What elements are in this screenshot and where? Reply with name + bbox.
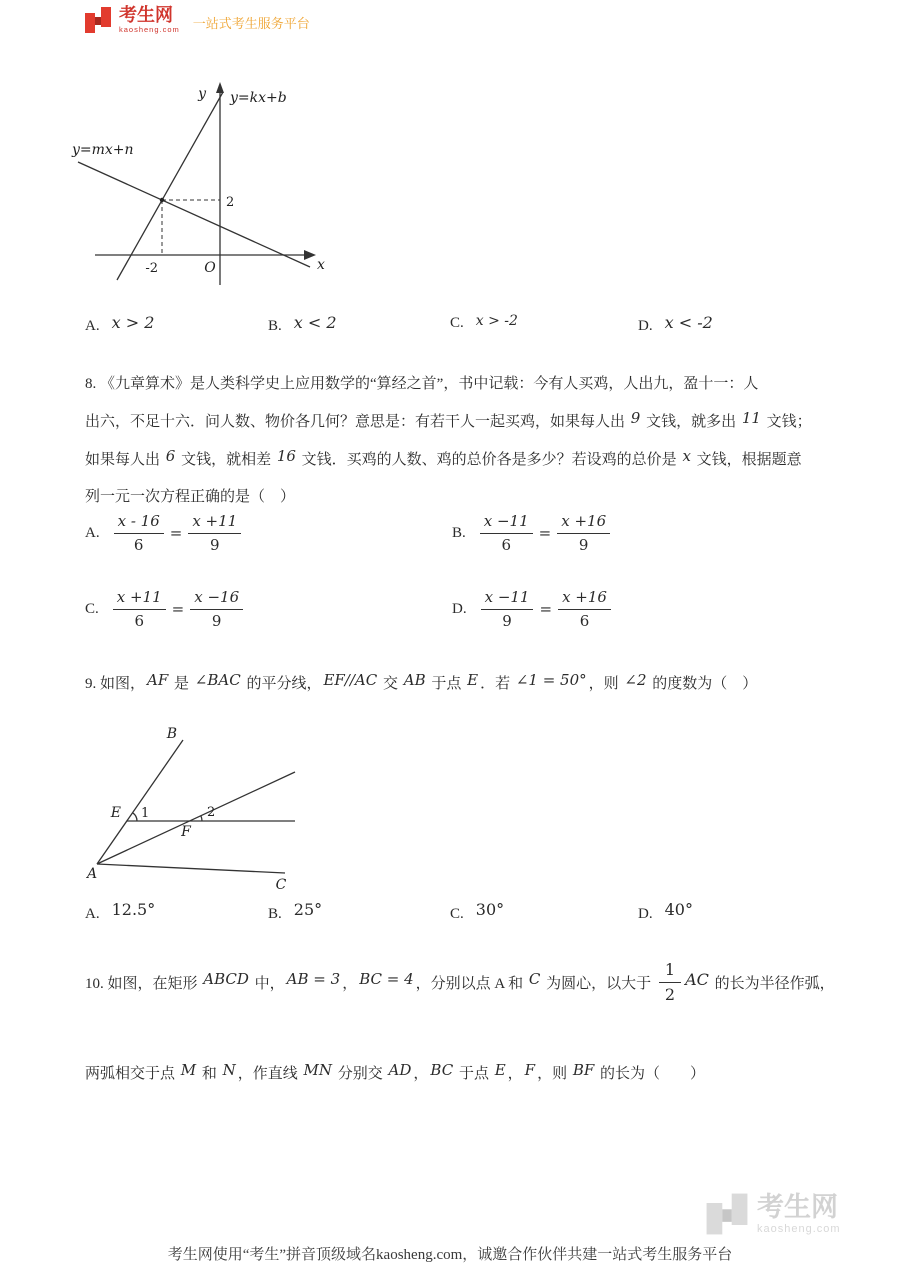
fraction-denominator: 9 xyxy=(210,535,220,554)
q8-text: 文钱，就相差 xyxy=(177,452,275,468)
q8-text: 如果每人出 xyxy=(85,452,164,468)
y-axis-arrow xyxy=(216,82,224,93)
brand-domain: kaosheng.com xyxy=(119,25,180,35)
point-b-label: B xyxy=(166,726,177,742)
q7-option-b xyxy=(268,315,337,335)
q7-option-d xyxy=(638,315,713,335)
fraction-numerator: x −11 xyxy=(480,512,533,534)
q9-stem xyxy=(85,668,833,699)
option-value: 25° xyxy=(293,900,323,919)
fraction-denominator: 9 xyxy=(502,611,512,630)
equals-sign: = xyxy=(171,600,185,619)
fraction-numerator: x −11 xyxy=(481,588,534,610)
q10-text: 10. 如图，在矩形 xyxy=(85,975,202,992)
math-term: 16 xyxy=(276,447,296,465)
angle2-arc xyxy=(201,816,202,821)
math-term: BC = 4 xyxy=(359,970,414,988)
angle1-arc xyxy=(133,813,137,821)
q7-options-row xyxy=(85,315,845,345)
q7-option-c xyxy=(450,315,518,332)
q9-text: 9. 如图， xyxy=(85,676,146,692)
brand-tagline: 一站式考生服务平台 xyxy=(192,15,310,31)
q8-line1: 8. 《九章算术》是人类科学史上应用数学的“算经之首”，书中记载：今有人买鸡，人出九，盈十一：人 xyxy=(85,376,759,392)
math-term: 6 xyxy=(165,447,176,465)
option-label: D. xyxy=(638,906,653,922)
intersection-point xyxy=(160,198,164,202)
equation xyxy=(114,512,242,555)
option-value: x > 2 xyxy=(111,313,155,332)
q8-option-b xyxy=(452,512,610,555)
q8-option-c xyxy=(85,588,243,631)
fraction xyxy=(558,588,611,631)
point-f-label: F xyxy=(181,824,191,840)
q10-text: 于点 xyxy=(455,1066,493,1082)
line-ykxb xyxy=(117,92,223,280)
equals-sign: = xyxy=(538,524,552,543)
option-label: A. xyxy=(85,524,100,541)
ray-AB xyxy=(97,740,183,864)
q10-text: 为圆心，以大于 xyxy=(542,975,655,992)
q10-text: 中， xyxy=(250,975,285,992)
angle2-label: 2 xyxy=(207,805,216,820)
equation xyxy=(480,512,610,555)
option-label: B. xyxy=(452,524,466,541)
fraction-numerator: x +16 xyxy=(557,512,610,534)
footer-text: 考生网使用“考生”拼音顶级域名kaosheng.com，诚邀合作伙伴共建一站式考生服务平台 xyxy=(167,1247,733,1263)
q8-stem xyxy=(85,366,833,516)
fraction-denominator: 6 xyxy=(501,535,511,554)
q9-angle-figure xyxy=(85,726,315,894)
equals-sign: = xyxy=(169,524,183,543)
line-ymxn xyxy=(78,162,310,267)
fraction-denominator: 9 xyxy=(211,611,222,630)
line1-label: y=kx+b xyxy=(230,90,287,106)
point-c-label: C xyxy=(275,877,287,893)
fraction-denominator: 6 xyxy=(134,611,144,630)
fraction xyxy=(114,512,164,555)
q8-options-row-1 xyxy=(85,512,845,564)
option-label: D. xyxy=(638,318,653,334)
q10-text: 的长为（ ） xyxy=(596,1066,706,1082)
fraction-denominator: 9 xyxy=(578,535,589,554)
option-label: C. xyxy=(450,315,464,331)
q10-text: ， xyxy=(507,1066,523,1082)
kaosheng-watermark-icon xyxy=(705,1192,749,1236)
math-term: BC xyxy=(430,1061,454,1079)
x-tick-label: -2 xyxy=(145,261,158,276)
q10-stem-line1 xyxy=(85,952,865,1012)
option-label: C. xyxy=(450,906,464,922)
math-term: AC xyxy=(685,969,709,989)
option-label: B. xyxy=(268,318,282,334)
fraction-numerator: x - 16 xyxy=(114,512,164,534)
fraction xyxy=(481,588,534,631)
watermark-text xyxy=(757,1191,841,1235)
math-term: 9 xyxy=(630,409,641,427)
option-value: 30° xyxy=(475,900,505,919)
q10-text: ， xyxy=(413,1066,429,1082)
math-term: EF//AC xyxy=(323,671,378,689)
option-label: D. xyxy=(452,600,467,617)
math-term: F xyxy=(524,1061,536,1079)
q9-option-a xyxy=(85,900,156,923)
option-label: C. xyxy=(85,600,99,617)
q9-text: 交 xyxy=(379,676,402,692)
fraction xyxy=(113,588,166,631)
math-term: N xyxy=(222,1061,236,1079)
q9-text: ，则 xyxy=(588,676,623,692)
q9-text: ．若 xyxy=(480,676,514,692)
q10-text: 和 xyxy=(198,1066,221,1082)
q10-text: 的长为半径作弧， xyxy=(710,975,835,992)
fraction-numerator: 1 xyxy=(659,960,681,982)
q8-text: 文钱，根据题意 xyxy=(692,452,802,468)
fraction-denominator: 6 xyxy=(579,611,590,630)
fraction-denominator: 2 xyxy=(664,984,676,1004)
q9-text: 于点 xyxy=(427,676,466,692)
math-term: ABCD xyxy=(203,970,249,988)
q9-text: 是 xyxy=(170,676,193,692)
q8-line3 xyxy=(85,441,833,479)
angle1-label: 1 xyxy=(141,806,150,821)
q7-option-a xyxy=(85,315,154,335)
x-axis-label: x xyxy=(317,257,325,273)
math-term: MN xyxy=(303,1061,333,1079)
fraction xyxy=(188,512,241,555)
kaosheng-logo-icon xyxy=(84,6,112,34)
equation xyxy=(113,588,243,631)
q8-text: 文钱．买鸡的人数、鸡的总价各是多少？若设鸡的总价是 xyxy=(297,452,681,468)
x-axis-arrow xyxy=(304,250,316,260)
math-term: ∠2 xyxy=(624,671,647,689)
fraction-numerator: x +11 xyxy=(113,588,166,610)
q8-options-row-2 xyxy=(85,588,845,640)
logo-text xyxy=(119,6,180,34)
q10-text: 分别交 xyxy=(334,1066,387,1082)
math-term: 11 xyxy=(741,409,761,427)
math-term: ∠BAC xyxy=(194,671,241,689)
q9-options-row xyxy=(85,900,845,933)
q8-option-d xyxy=(452,588,611,631)
equals-sign: = xyxy=(539,600,553,619)
q10-text: ，则 xyxy=(537,1066,571,1082)
ray-AF xyxy=(97,772,295,864)
q9-option-d xyxy=(638,900,693,923)
y-tick-label: 2 xyxy=(226,195,235,210)
option-value: x > -2 xyxy=(475,313,518,329)
half-fraction xyxy=(659,960,681,1003)
option-label: B. xyxy=(268,906,282,922)
watermark-brand: 考生网 xyxy=(757,1191,838,1222)
math-term: M xyxy=(180,1061,197,1079)
q8-text: 出六，不足十六．问人数、物价各几何？意思是：有若干人一起买鸡，如果每人出 xyxy=(85,414,629,430)
watermark-domain: kaosheng.com xyxy=(757,1222,841,1235)
q8-option-a xyxy=(85,512,241,555)
fraction-denominator: 6 xyxy=(133,535,144,554)
point-a-label: A xyxy=(87,866,98,882)
q8-line2 xyxy=(85,403,833,441)
math-term: BF xyxy=(572,1061,595,1079)
fraction-numerator: x −16 xyxy=(190,588,243,610)
option-value: 12.5° xyxy=(111,900,156,919)
fraction-numerator: x +11 xyxy=(188,512,241,534)
q9-text: 的平分线， xyxy=(242,676,322,692)
math-term: AB = 3 xyxy=(286,970,341,988)
q9-option-b xyxy=(268,900,323,923)
option-label: A. xyxy=(85,906,100,922)
ray-AC xyxy=(97,864,285,873)
line2-label: y=mx+n xyxy=(72,142,134,158)
y-axis-label: y xyxy=(198,86,206,102)
math-term: ∠1 = 50° xyxy=(515,671,587,689)
math-term: E xyxy=(494,1061,506,1079)
option-value: x < 2 xyxy=(293,313,337,332)
q8-line4: 列一元一次方程正确的是（ ） xyxy=(85,489,296,505)
option-value: 40° xyxy=(664,900,693,919)
origin-label: O xyxy=(204,260,216,276)
site-logo[interactable] xyxy=(84,6,310,34)
q10-stem-line2 xyxy=(85,1058,865,1089)
fraction xyxy=(480,512,533,555)
kaosheng-watermark xyxy=(705,1192,841,1236)
math-term: AF xyxy=(147,671,169,689)
q10-text: ， xyxy=(342,975,358,992)
q10-text: ，分别以点 A 和 xyxy=(415,975,527,992)
q8-text: 文钱，就多出 xyxy=(642,414,740,430)
q8-text: 文钱； xyxy=(762,414,812,430)
equation xyxy=(481,588,611,631)
option-label: A. xyxy=(85,318,100,334)
math-term: x xyxy=(682,447,691,465)
q9-option-c xyxy=(450,900,505,923)
fraction xyxy=(557,512,610,555)
fraction-numerator: x +16 xyxy=(558,588,611,610)
math-term: AB xyxy=(403,671,426,689)
brand-name: 考生网 xyxy=(119,5,173,26)
q7-graph-figure xyxy=(70,80,330,295)
fraction xyxy=(190,588,243,631)
math-term: C xyxy=(528,970,541,988)
q10-text: ，作直线 xyxy=(237,1066,302,1082)
math-term: AD xyxy=(388,1061,412,1079)
point-e-label: E xyxy=(110,805,121,821)
option-value: x < -2 xyxy=(664,313,713,332)
q9-text: 的度数为（ ） xyxy=(648,676,758,692)
math-term: E xyxy=(467,671,479,689)
q10-text: 两弧相交于点 xyxy=(85,1066,179,1082)
